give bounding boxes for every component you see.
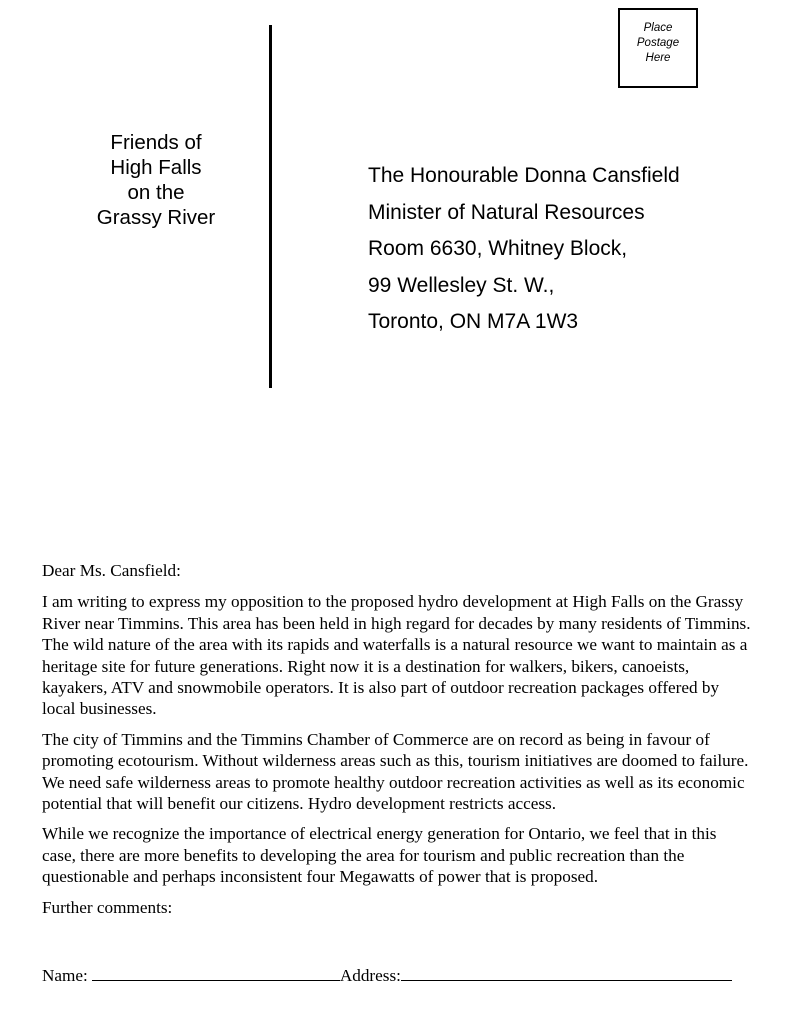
recipient-line: Room 6630, Whitney Block, [368,237,628,260]
salutation: Dear Ms. Cansfield: [42,561,181,580]
postage-line: Here [645,52,671,64]
signature-line [42,964,732,986]
further-comments-label: Further comments: [42,897,173,917]
sender-line: High Falls [110,156,202,179]
letter-paragraph: While we recognize the importance of electrical energy generation for Ontario, we feel that in this case, there are more benefits to developing the area for tourism and public recreation than the questionable and perhaps inconsistent four Megawatts of power that is proposed. [42,824,717,887]
letter-paragraph: The city of Timmins and the Timmins Chamber of Commerce are on record as being in favour of promoting ecotourism. Without wilderness areas such as this, tourism initiatives are doomed to failure. We need safe wilderness areas to promote healthy outdoor recreation activities as well as its economic potential that will benefit our citizens. Hydro development restricts access. [42,729,749,814]
recipient-line: The Honourable Donna Cansfield [368,164,680,187]
sender-line: on the [127,181,185,204]
postage-box [618,8,698,88]
letter-body [42,560,754,918]
sender-block [70,130,242,230]
recipient-address [368,161,680,344]
address-label: Address: [339,966,401,985]
letter-paragraph: I am writing to express my opposition to the proposed hydro development at High Falls on the Grassy River near Timmins. This area has been held in high regard for decades by many residents of Timmins. The wild nature of the area with its rapids and waterfalls is a natural resource we want to maintain as a heritage site for future generations. Right now it is a destination for walkers, bikers, canoeists, kayakers, ATV and snowmobile operators. It is also part of outdoor recreation packages offered by local businesses. [42,592,751,719]
recipient-line: 99 Wellesley St. W., [368,273,555,297]
name-field[interactable] [92,964,340,981]
name-label: Name: [42,966,88,985]
recipient-line: Toronto, ON M7A 1W3 [368,310,579,333]
sender-line: Grassy River [96,206,216,229]
recipient-line: Minister of Natural Resources [368,200,645,224]
sender-line: Friends of [110,131,202,154]
vertical-divider [269,25,272,388]
address-field[interactable] [401,964,732,981]
postage-line: Postage [636,37,680,49]
postage-line: Place [643,22,673,34]
